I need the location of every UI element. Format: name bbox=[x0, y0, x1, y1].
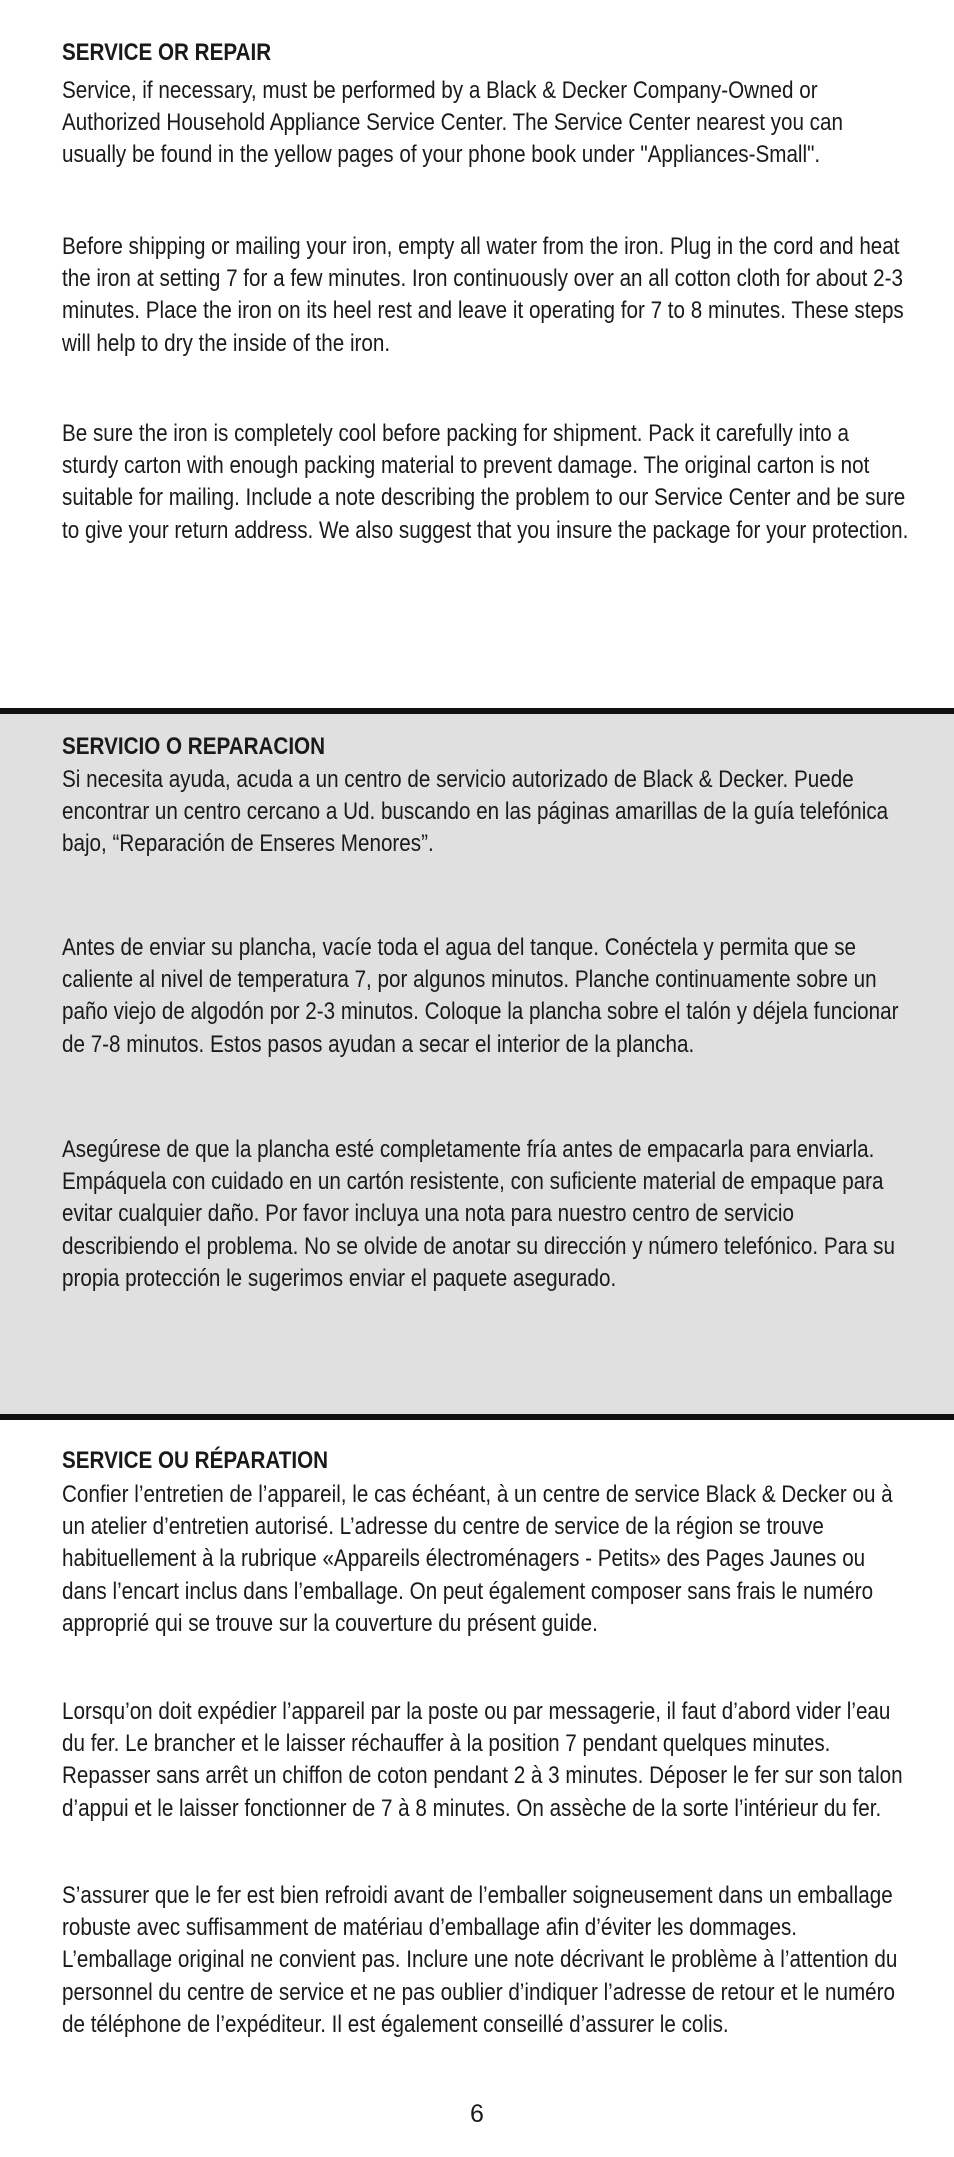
english-heading: SERVICE OR REPAIR bbox=[62, 39, 272, 66]
spanish-section bbox=[0, 708, 954, 1420]
french-paragraph-1: Confier l’entretien de l’appareil, le cas échéant, à un centre de service Black & Decker ou à un atelier d’entretien autorisé. L’adresse du centre de service de la région se trouve habituellement à la rubrique «Appareils électroménagers - Petits» des Pages Jaunes ou dans l’encart inclus dans l’emballage. On peut également composer sans frais le numéro approprié qui se trouve sur la couverture du présent guide. bbox=[62, 1481, 893, 1637]
french-heading: SERVICE OU RÉPARATION bbox=[62, 1447, 329, 1474]
english-paragraph-1: Service, if necessary, must be performed by a Black & Decker Company-Owned or Authorized Household Appliance Service Center. The Service Center nearest you can usually be found in the yellow pages of your phone book under "Appliances-Small". bbox=[62, 77, 843, 169]
spanish-heading: SERVICIO O REPARACION bbox=[62, 733, 326, 760]
english-section bbox=[0, 0, 954, 708]
french-paragraph-2: Lorsqu’on doit expédier l’appareil par la poste ou par messagerie, il faut d’abord vider l’eau du fer. Le brancher et le laisser réchauffer à la position 7 pendant quelques minutes. Repasser sans arrêt un chiffon de coton pendant 2 à 3 minutes. Déposer le fer sur son talon d’appui et le laisser fonctionner de 7 à 8 minutes. On assèche de la sorte l’intérieur du fer. bbox=[62, 1698, 903, 1822]
french-section bbox=[0, 1420, 954, 2157]
english-paragraph-2: Before shipping or mailing your iron, empty all water from the iron. Plug in the cord and heat the iron at setting 7 for a few minutes. Iron continuously over an all cotton cloth for about 2-3 minutes. Place the iron on its heel rest and leave it operating for 7 to 8 minutes. These steps will help to dry the inside of the iron. bbox=[62, 233, 904, 357]
spanish-paragraph-1: Si necesita ayuda, acuda a un centro de servicio autorizado de Black & Decker. Puede encontrar un centro cercano a Ud. buscando en las páginas amarillas de la guía telefónica bajo, “Reparación de Enseres Menores”. bbox=[62, 766, 889, 858]
spanish-paragraph-3: Asegúrese de que la plancha esté completamente fría antes de empacarla para enviarla. Empáquela con cuidado en un cartón resistente, con suficiente material de empaque para evitar cualquier daño. Por favor incluya una nota para nuestro centro de servicio describiendo el problema. No se olvide de anotar su dirección y número telefónico. Para su propia protección le sugerimos enviar el paquete asegurado. bbox=[62, 1136, 895, 1292]
spanish-paragraph-2: Antes de enviar su plancha, vacíe toda el agua del tanque. Conéctela y permita que se caliente al nivel de temperatura 7, por algunos minutos. Planche continuamente sobre un paño viejo de algodón por 2-3 minutos. Coloque la plancha sobre el talón y déjela funcionar de 7-8 minutos. Estos pasos ayudan a secar el interior de la plancha. bbox=[62, 934, 899, 1058]
french-paragraph-3: S’assurer que le fer est bien refroidi avant de l’emballer soigneusement dans un emballage robuste avec suffisamment de matériau d’emballage afin d’éviter les dommages. L’emballage original ne convient pas. Inclure une note décrivant le problème à l’attention du personnel du centre de service et ne pas oublier d’indiquer l’adresse de retour et le numéro de téléphone de l’expéditeur. Il est également conseillé d’assurer le colis. bbox=[62, 1882, 898, 2038]
page-number: 6 bbox=[470, 2100, 484, 2128]
english-paragraph-3: Be sure the iron is completely cool before packing for shipment. Pack it carefully into a sturdy carton with enough packing material to prevent damage. The original carton is not suitable for mailing. Include a note describing the problem to our Service Center and be sure to give your return address. We also suggest that you insure the package for your protection. bbox=[62, 420, 909, 544]
